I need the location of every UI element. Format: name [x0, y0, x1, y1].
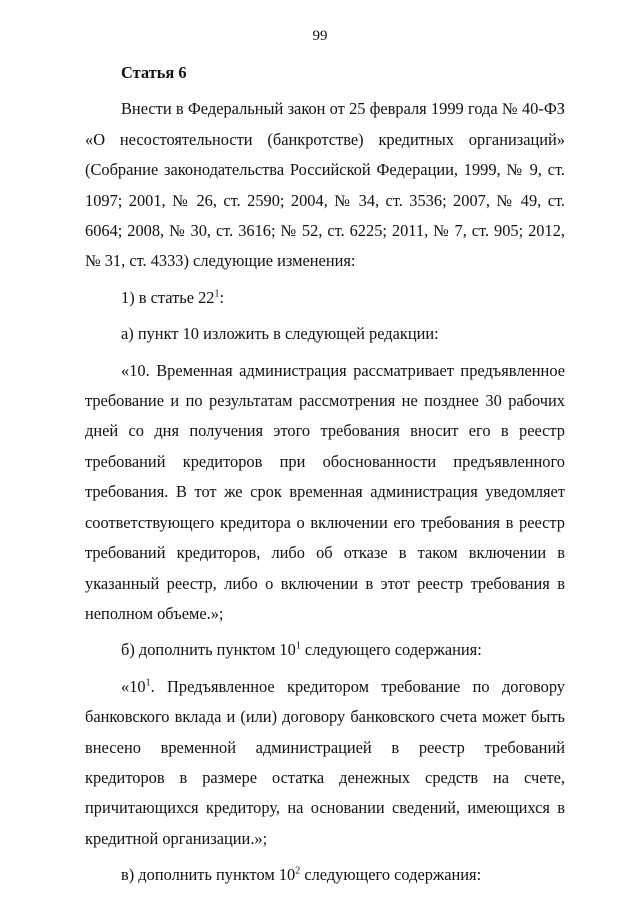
paragraph-text: в) дополнить пунктом 10 [121, 865, 296, 885]
paragraph-text: следующего содержания: [300, 865, 482, 885]
paragraph [85, 672, 565, 854]
paragraph-text: «10. Временная администрация рассматривает предъявленное требование и по результатам рассмотрения не позднее 30 рабочих дней со дня получения этого требования вносит его в реестр требований кредиторов при обоснованности предъявленного требования. В тот же срок временная администрация уведомляет соответствующего кредитора о включении его требования в реестр требований кредиторов, либо об отказе в таком включении в указанный реестр, либо о включении в этот реестр требования в неполном объеме.»; [85, 360, 565, 623]
superscript-index: 1 [145, 677, 151, 689]
paragraph-text: б) дополнить пунктом 10 [121, 640, 296, 660]
paragraph [85, 319, 565, 349]
paragraph-text: «10 [121, 676, 146, 696]
paragraph [85, 635, 565, 665]
superscript-index: 2 [295, 865, 301, 877]
page-number: 99 [312, 28, 328, 44]
paragraph-text: следующего содержания: [300, 640, 482, 660]
article-paragraphs [85, 94, 565, 890]
paragraph-text: 1) в статье 22 [121, 287, 215, 307]
article-body [85, 58, 565, 897]
superscript-index: 1 [214, 288, 220, 300]
paragraph-text: : [219, 287, 225, 307]
paragraph [85, 356, 565, 630]
article-title: Статья 6 [121, 63, 187, 82]
paragraph [85, 283, 565, 313]
superscript-index: 1 [295, 640, 301, 652]
paragraph-text: . Предъявленное кредитором требование по договору банковского вклада и (или) договору банковского счета может быть внесено временной администрацией в реестр требований кредиторов в размере остатка денежных средств на счете, причитающихся кредитору, на основании сведений, имеющихся в кредитной организации.»; [85, 676, 565, 848]
paragraph [85, 860, 565, 890]
paragraph-text: Внести в Федеральный закон от 25 февраля 1999 года № 40-ФЗ «О несостоятельности (банкротстве) кредитных организаций» (Собрание законодательства Российской Федерации, 1999, № 9, ст. 1097; 2001, № 26, ст. 2590; 2004, № 34, ст. 3536; 2007, № 49, ст. 6064; 2008, № 30, ст. 3616; № 52, ст. 6225; 2011, № 7, ст. 905; 2012, № 31, ст. 4333) следующие изменения: [85, 99, 565, 271]
paragraph-text: а) пункт 10 изложить в следующей редакции: [121, 324, 439, 344]
paragraph [85, 94, 565, 276]
